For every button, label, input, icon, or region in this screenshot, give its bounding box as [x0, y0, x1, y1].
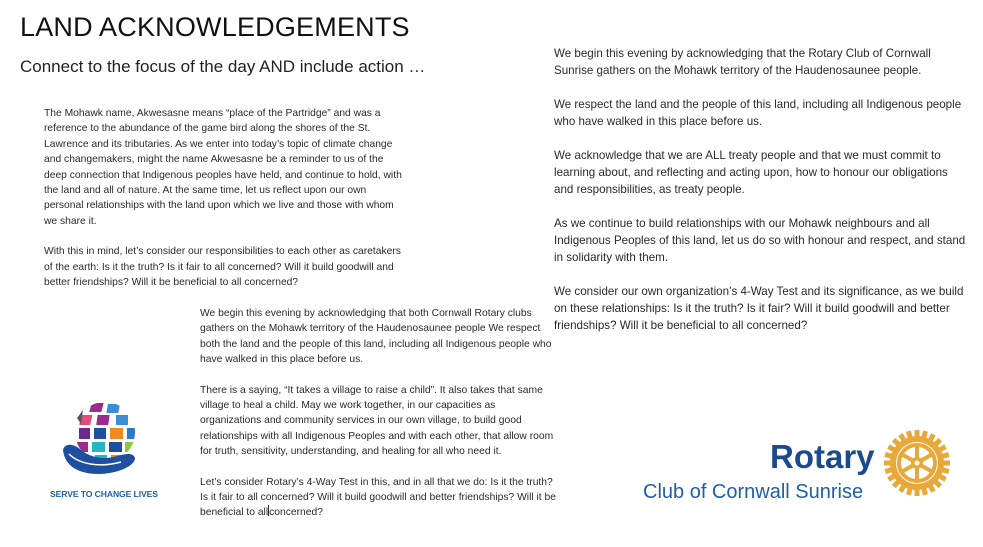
slide-subtitle: Connect to the focus of the day AND include action …	[20, 57, 426, 76]
paragraph: As we continue to build relationships with our Mohawk neighbours and all Indigenous Peoples of this land, let us do so with honour and respect, and stand in solidarity with them.	[554, 217, 966, 264]
paragraph: We acknowledge that we are ALL treaty people and that we must commit to learning about, and reflecting and acting upon, how to honour our obligations and responsibilities, as treaty people.	[554, 149, 948, 196]
rotary-wheel-icon	[882, 428, 952, 498]
text-block-sunrise[interactable]	[554, 45, 966, 351]
paragraph: We begin this evening by acknowledging that both Cornwall Rotary clubs gathers on the Mohawk territory of the Haudenosaunee people We respect both the land and the people of this land, including all Indigenous people who have walked in this place before us.	[200, 308, 552, 366]
paragraph: With this in mind, let’s consider our responsibilities to each other as caretakers of the earth: Is it the truth? Is it fair to all concerned? Will it build goodwill and better friendships? Will it be beneficial to all concerned?	[44, 246, 401, 289]
club-name: Club of Cornwall Sunrise	[643, 481, 864, 503]
theme-tagline: SERVE TO CHANGE LIVES	[50, 489, 158, 499]
globe-hand-logo-icon	[55, 398, 145, 483]
paragraph-text: Let’s consider Rotary’s 4-Way Test in this, and in all that we do: Is it the truth? Is it fair to all concerned? Will it build goodwill and better friendships? Will it be beneficial to all	[200, 476, 556, 519]
text-block-akwesasne[interactable]	[44, 106, 404, 305]
text-block-both-clubs[interactable]	[200, 306, 556, 536]
slide-title: LAND ACKNOWLEDGEMENTS	[20, 12, 410, 42]
paragraph: The Mohawk name, Akwesasne means “place of the Partridge” and was a reference to the abundance of the game bird along the shores of the St. Lawrence and its tributaries. As we enter into today’s topic of climate change and changemakers, might the name Akwesasne be a reminder to us of the deep connection that Indigenous peoples have held, and continue to hold, with the land and all of nature. At the same time, let us reflect upon our own personal relationships with the land upon which we live and those with whom we share it.	[44, 108, 402, 227]
rotary-wordmark: Rotary	[770, 438, 875, 475]
paragraph: There is a saying, “It takes a village to raise a child”. It also takes that same village to heal a child. May we work together, in our capacities as organizations and community services in our own village, to build good relationships with all Indigenous Peoples and with each other, that allow room for truth, sensitivity, understanding, and healing for all who need it.	[200, 384, 554, 458]
paragraph-text: concerned?	[269, 507, 323, 519]
paragraph: We begin this evening by acknowledging that the Rotary Club of Cornwall Sunrise gathers on the Mohawk territory of the Haudenosaunee people.	[554, 47, 931, 77]
paragraph: We consider our own organization’s 4-Way Test and its significance, as we build on these relationships: Is it the truth? Is it fair? Will it build goodwill and better friendships? Will it be beneficial to all concerned?	[554, 285, 964, 332]
paragraph	[200, 475, 556, 521]
paragraph: We respect the land and the people of this land, including all Indigenous people who have walked in this place before us.	[554, 98, 962, 128]
